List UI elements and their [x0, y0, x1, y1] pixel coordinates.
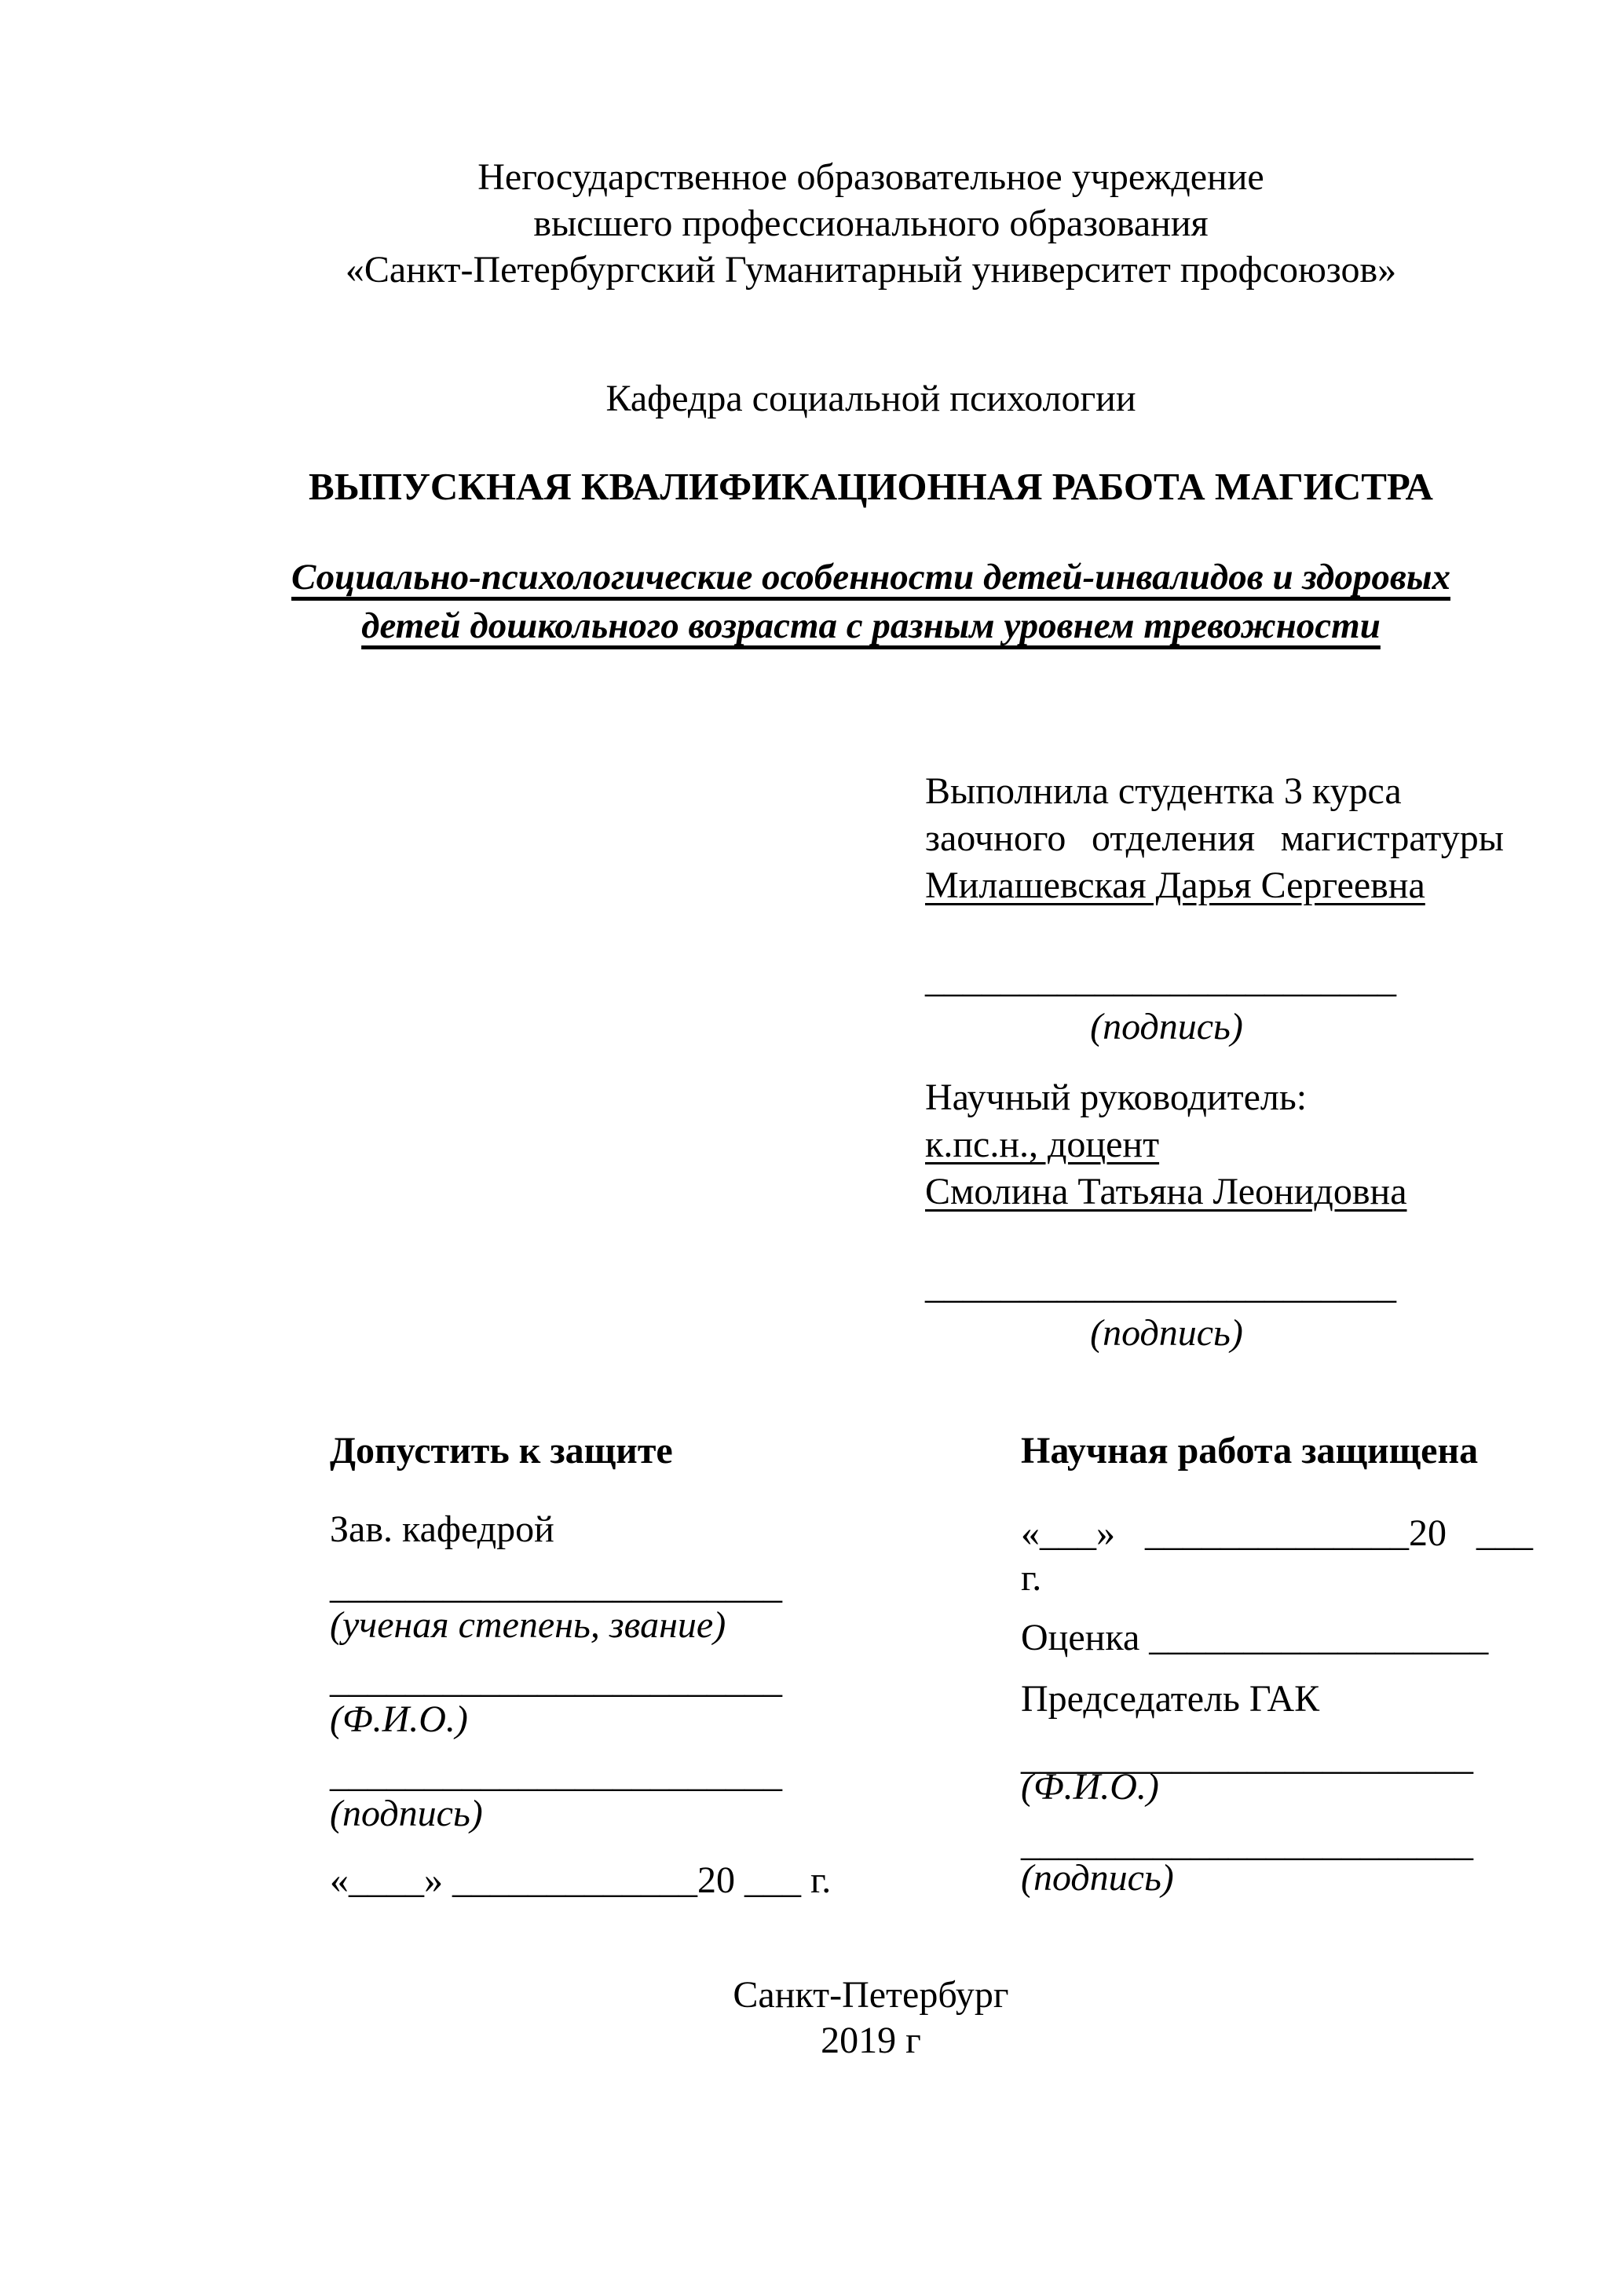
student-block	[925, 768, 1504, 1051]
defense-column	[1021, 1429, 1563, 1932]
university-name-line3: «Санкт-Петербургский Гуманитарный университет профсоюзов»	[345, 249, 1397, 291]
defense-grade-blank: __________________	[1149, 1617, 1489, 1658]
supervisor-signature-caption: (подпись)	[1090, 1312, 1243, 1354]
thesis-title	[236, 553, 1506, 650]
department-name: Кафедра социальной психологии	[605, 378, 1136, 419]
supervisor-degree: к.пс.н., доцент	[925, 1124, 1160, 1165]
student-signature-line: _________________________	[925, 959, 1396, 1000]
defense-caption-signature: (подпись)	[1021, 1857, 1174, 1899]
footer	[236, 1972, 1506, 2064]
admission-caption-signature: (подпись)	[330, 1793, 483, 1834]
student-line1: Выполнила студентка 3 курса	[925, 770, 1402, 812]
student-name: Милашевская Дарья Сергеевна	[925, 865, 1425, 906]
defense-grade-line	[1021, 1616, 1488, 1659]
defense-heading: Научная работа защищена	[1021, 1430, 1479, 1472]
footer-year: 2019 г	[821, 2020, 921, 2061]
admission-column	[330, 1429, 872, 1932]
thesis-title-line1: Социально-психологические особенности детей-инвалидов и здоровых	[291, 557, 1450, 598]
supervisor-signature-line: _________________________	[925, 1265, 1396, 1307]
admission-blank-fio: ________________________	[330, 1659, 782, 1701]
university-name-line2: высшего профессионального образования	[533, 203, 1209, 244]
university-name-line1: Негосударственное образовательное учреждение	[477, 156, 1264, 198]
admission-caption-degree: (ученая степень, звание)	[330, 1604, 726, 1646]
footer-city: Санкт-Петербург	[733, 1974, 1009, 2016]
admission-heading: Допустить к защите	[330, 1430, 673, 1472]
thesis-title-line2: детей дошкольного возраста с разным уровнем тревожности	[361, 605, 1381, 646]
supervisor-block	[925, 1074, 1504, 1357]
admission-blank-signature: ________________________	[330, 1753, 782, 1795]
student-signature-caption: (подпись)	[1090, 1006, 1243, 1047]
university-header	[236, 154, 1506, 293]
defense-date-line: «___» ______________20 ___	[1021, 1512, 1533, 1554]
defense-blank-signature: ________________________	[1021, 1823, 1473, 1864]
defense-blank-fio: ________________________	[1021, 1736, 1473, 1778]
defense-date-year-wrap: г.	[1021, 1557, 1042, 1599]
defense-grade-label: Оценка	[1021, 1617, 1140, 1658]
admission-date-line: «____» _____________20 ___ г.	[330, 1859, 832, 1901]
defense-chairman: Председатель ГАК	[1021, 1678, 1320, 1720]
supervisor-heading: Научный руководитель:	[925, 1077, 1308, 1118]
work-type-heading: ВЫПУСКНАЯ КВАЛИФИКАЦИОННАЯ РАБОТА МАГИСТРА	[309, 465, 1433, 508]
supervisor-name: Смолина Татьяна Леонидовна	[925, 1171, 1407, 1212]
admission-caption-fio: (Ф.И.О.)	[330, 1698, 468, 1740]
defense-caption-fio: (Ф.И.О.)	[1021, 1766, 1159, 1808]
admission-position: Зав. кафедрой	[330, 1508, 554, 1550]
admission-blank-degree: ________________________	[330, 1565, 782, 1607]
student-line2: заочного отделения магистратуры	[925, 817, 1504, 859]
